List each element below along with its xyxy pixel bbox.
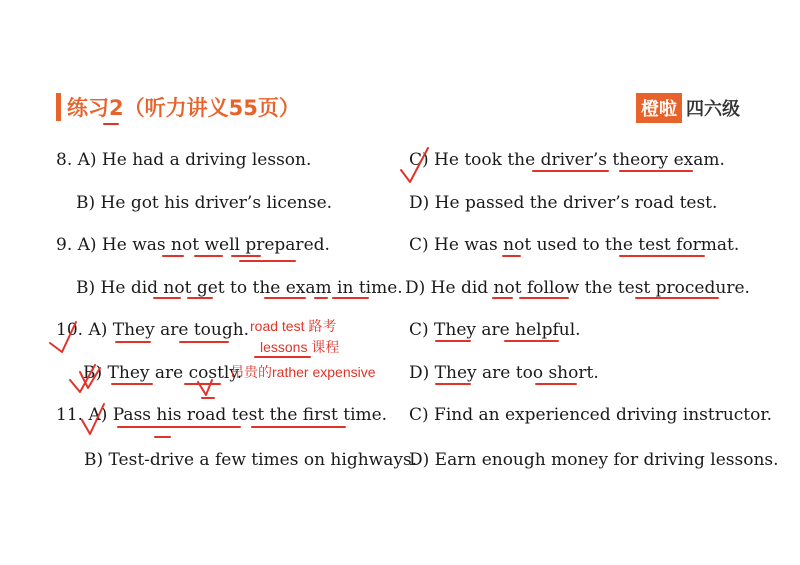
q9-option-b: B) He did not get to the exam in time. [76, 278, 403, 298]
q9-option-d: D) He did not follow the test procedure. [405, 278, 750, 298]
q8-option-a: 8. A) He had a driving lesson. [56, 150, 312, 170]
check-q11-a [82, 404, 104, 434]
q11-option-c: C) Find an experienced driving instructor. [409, 405, 773, 425]
caret-q10-b [198, 380, 214, 398]
brand-text: 四六级 [686, 99, 740, 120]
q11-option-a: 11. A) Pass his road test the first time. [56, 405, 388, 425]
q8-option-b: B) He got his driver’s license. [76, 193, 333, 213]
q9-option-c: C) He was not used to the test format. [409, 235, 740, 255]
note-road-test: road test 路考 [250, 318, 337, 334]
q10-option-a: 10. A) They are tough. [56, 320, 250, 340]
q10-option-b: B) They are costly. [83, 363, 243, 383]
check-q8-c [401, 148, 428, 182]
check-q10-b [70, 365, 100, 392]
q11-option-d: D) Earn enough money for driving lessons. [409, 450, 779, 470]
q10-option-d: D) They are too short. [409, 363, 599, 383]
q8-option-c: C) He took the driver’s theory exam. [409, 150, 725, 170]
q11-option-b: B) Test-drive a few times on highways. [84, 450, 418, 470]
note-costly: 昂贵的rather expensive [230, 364, 376, 380]
q10-option-c: C) They are helpful. [409, 320, 581, 340]
q9-option-a: 9. A) He was not well prepared. [56, 235, 330, 255]
page-title: 练习2（听力讲义55页） [67, 96, 300, 120]
note-lessons: lessons 课程 [260, 339, 340, 355]
check-q10-a [50, 322, 76, 352]
q8-option-d: D) He passed the driver’s road test. [409, 193, 718, 213]
brand-box: 橙啦 [636, 93, 682, 123]
